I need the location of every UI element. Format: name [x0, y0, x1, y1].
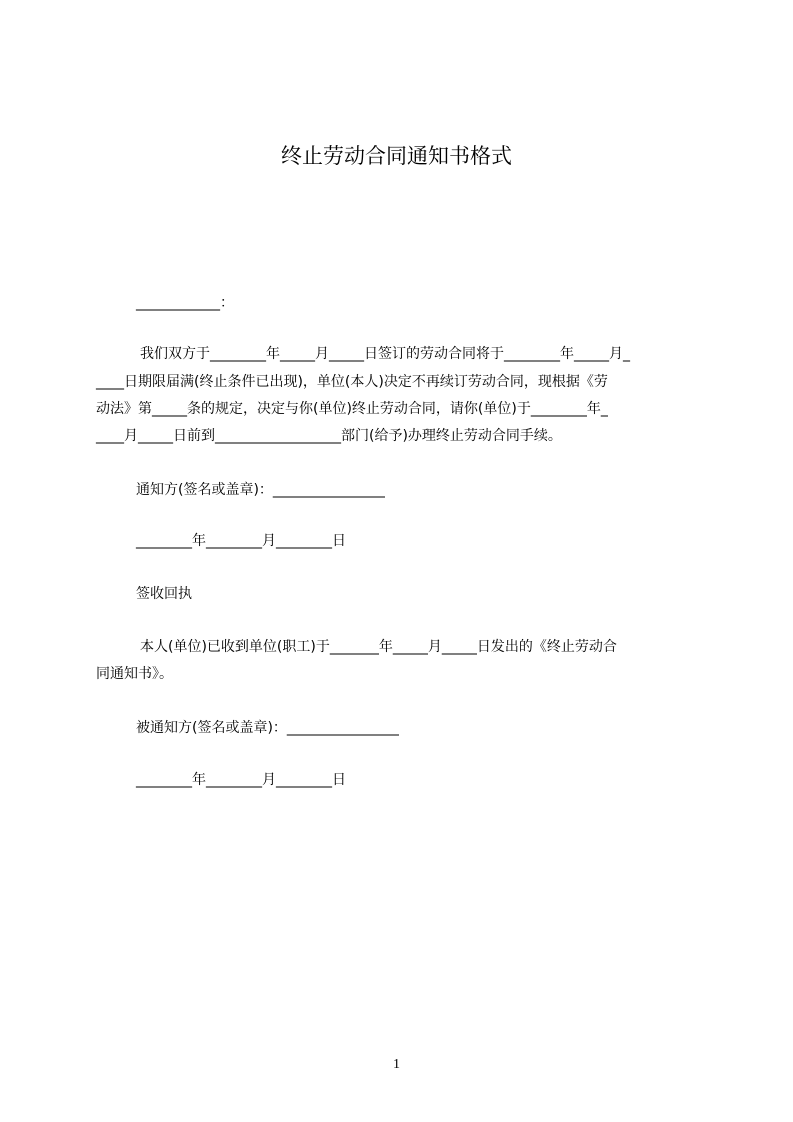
- notifier-date-line: ________年________月________日: [136, 533, 346, 549]
- page-number: 1: [393, 1057, 400, 1072]
- receipt-body-line-1: 本人(单位)已收到单位(职工)于_______年_____月_____日发出的《终止劳动合: [140, 639, 617, 655]
- notice-body-line-1: 我们双方于________年_____月_____日签订的劳动合同将于________年_____月_: [140, 346, 630, 362]
- notice-body-line-4: ____月_____日前到__________________部门(给予)办理终止劳动合同手续。: [96, 428, 562, 444]
- receipt-heading: 签收回执: [136, 586, 192, 602]
- notice-body-line-2: ____日期限届满(终止条件已出现)，单位(本人)决定不再续订劳动合同，现根据《劳: [96, 374, 608, 390]
- notifier-signature-line: 通知方(签名或盖章)：________________: [136, 482, 385, 498]
- salutation-line: ____________：: [136, 295, 234, 311]
- recipient-signature-line: 被通知方(签名或盖章)：________________: [136, 720, 399, 736]
- receipt-body-line-2: 同通知书》。: [96, 666, 173, 682]
- document-title: 终止劳动合同通知书格式: [281, 144, 512, 168]
- notice-body-line-3: 动法》第_____条的规定，决定与你(单位)终止劳动合同，请你(单位)于________年_: [96, 401, 608, 417]
- recipient-date-line: ________年________月________日: [136, 772, 346, 788]
